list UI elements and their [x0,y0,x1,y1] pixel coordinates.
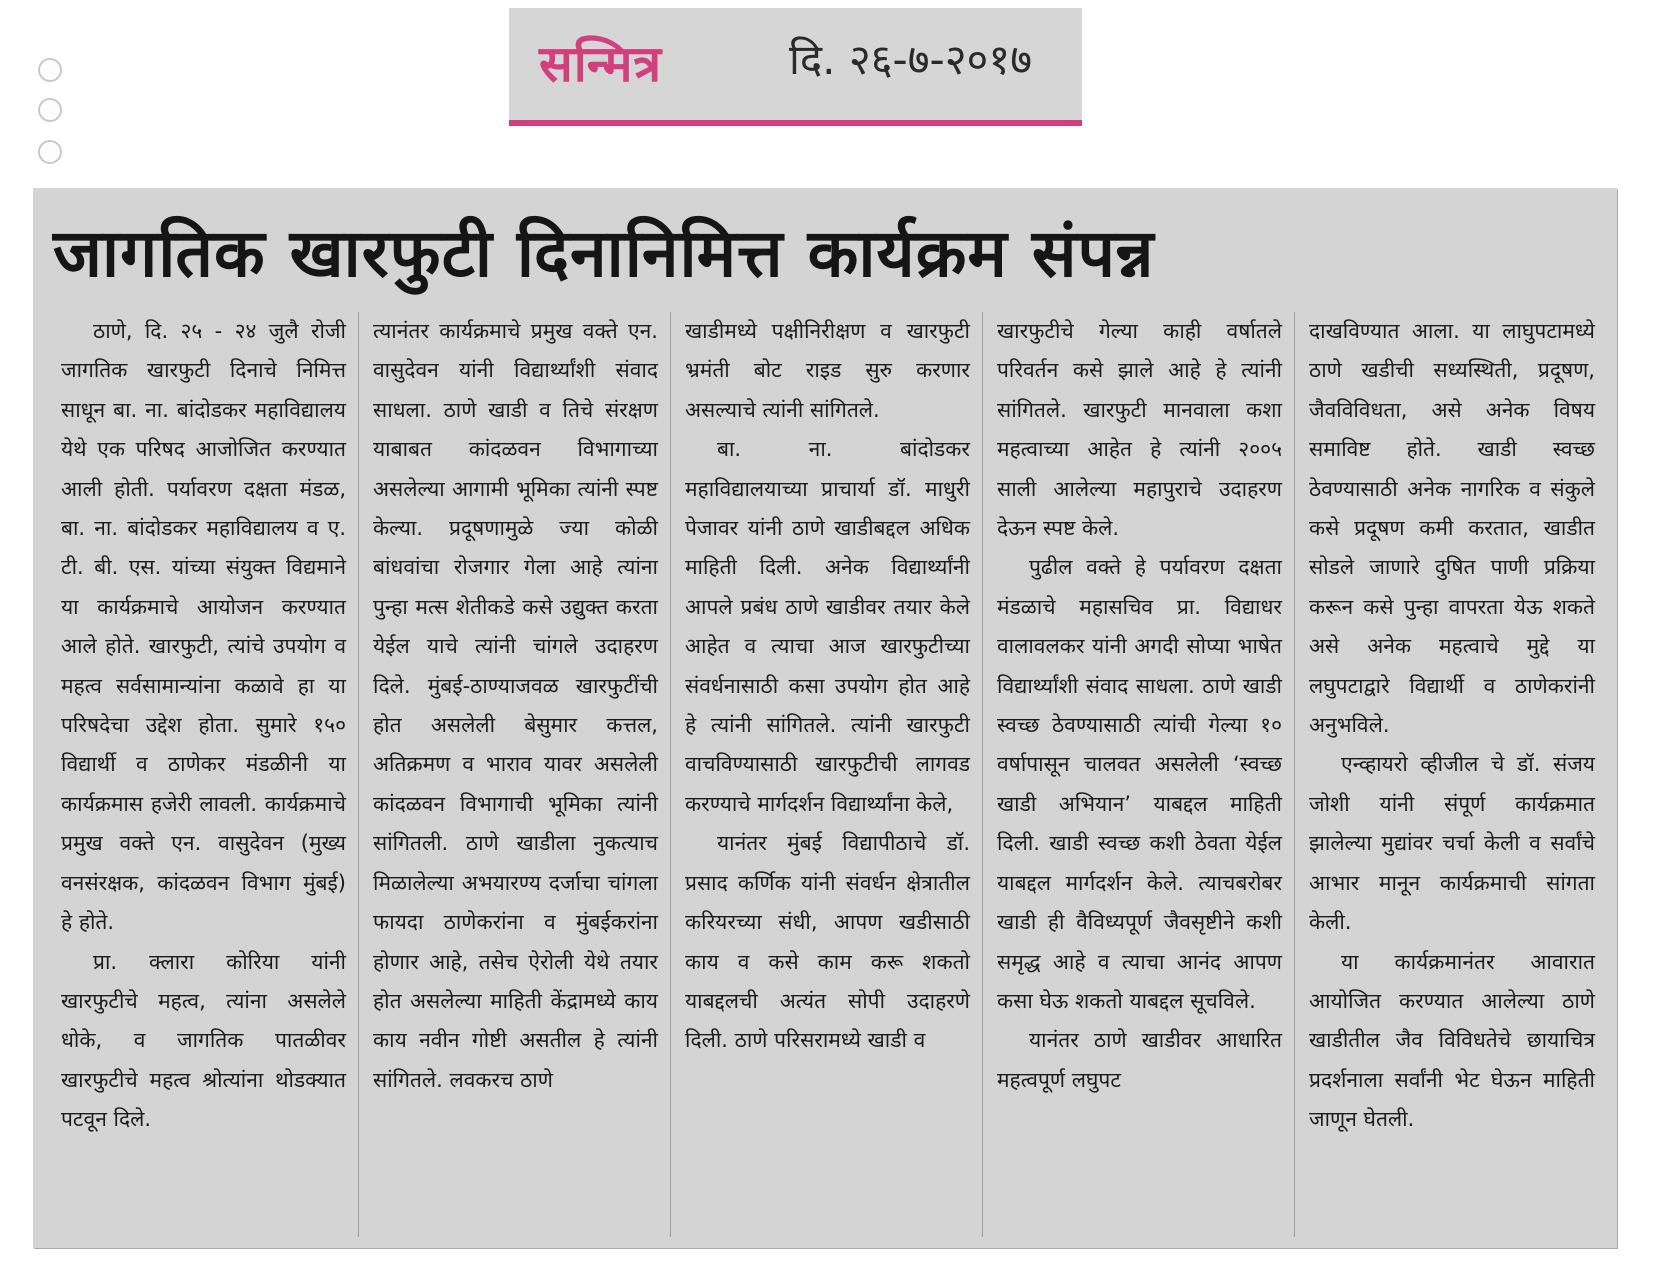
news-clipping [33,188,1617,1248]
article-headline: जागतिक खारफुटी दिनानिमित्त कार्यक्रम संपन्न [53,215,1155,292]
article-paragraph: एन्व्हायरो व्हीजील चे डॉ. संजय जोशी यांनी संपूर्ण कार्यक्रमात झालेल्या मुद्यांवर चर्चा केली व सर्वांचे आभार मानून कार्यक्रमाची सांगता केली. [1309,752,1595,935]
article-paragraph: ठाणे, दि. २५ - २४ जुलै रोजी जागतिक खारफुटी दिनाचे निमित्त साधून बा. ना. बांदोडकर महाविद्यालय येथे एक परिषद आजोजित करण्यात आली होती. पर्यावरण दक्षता मंडळ, बा. ना. बांदोडकर महाविद्यालय व ए. टी. बी. एस. यांच्या संयुक्त विद्यमाने या कार्यक्रमाचे आयोजन करण्यात आले होते. खारफुटी, त्यांचे उपयोग व महत्व सर्वसामान्यांना कळावे हा या परिषदेचा उद्देश होता. सुमारे १५० विद्यार्थी व ठाणेकर मंडळीनी या कार्यक्रमास हजेरी लावली. कार्यक्रमाचे प्रमुख वक्ते एन. वासुदेवन (मुख्य वनसंरक्षक, कांदळवन विभाग मुंबई) हे होते. [61,319,346,935]
punch-hole-top [38,58,62,82]
clipping-date: दि. २६-७-२०१७ [789,35,1033,84]
article-columns [47,312,1607,1237]
article-column-4 [983,312,1295,1237]
article-column-2 [359,312,671,1237]
newspaper-name: सन्मित्र [539,35,663,93]
article-paragraph: पुढील वक्ते हे पर्यावरण दक्षता मंडळाचे महासचिव प्रा. विद्याधर वालावलकर यांनी अगदी सोप्या भाषेत विद्यार्थ्यांशी संवाद साधला. ठाणे खाडी स्वच्छ ठेवण्यासाठी त्यांची गेल्या १० वर्षापासून चालवत असलेली ‘स्वच्छ खाडी अभियान’ याबद्दल माहिती दिली. खाडी स्वच्छ कशी ठेवता येईल याबद्दल मार्गदर्शन केले. त्याचबरोबर खाडी ही वैविध्यपूर्ण जैवसृष्टीने कशी समृद्ध आहे व त्याचा आनंद आपण कसा घेऊ शकतो याबद्दल सूचविले. [997,555,1282,1013]
article-paragraph: यानंतर ठाणे खाडीवर आधारित महत्वपूर्ण लघुपट [997,1028,1282,1092]
article-paragraph: या कार्यक्रमानंतर आवारात आयोजित करण्यात आलेल्या ठाणे खाडीतील जैव विविधतेचे छायाचित्र प्रदर्शनाला सर्वांनी भेट घेऊन माहिती जाणून घेतली. [1309,949,1595,1132]
article-paragraph: प्रा. क्लारा कोरिया यांनी खारफुटीचे महत्व, त्यांना असलेले धोके, व जागतिक पातळीवर खारफुटीचे महत्व श्रोत्यांना थोडक्यात पटवून दिले. [61,949,346,1132]
article-column-3 [671,312,983,1237]
newspaper-masthead [509,8,1082,126]
punch-hole-bottom [38,140,62,164]
article-column-5 [1295,312,1607,1237]
article-paragraph: बा. ना. बांदोडकर महाविद्यालयाच्या प्राचार्या डॉ. माधुरी पेजावर यांनी ठाणे खाडीबद्दल अधिक माहिती दिली. अनेक विद्यार्थ्यांनी आपले प्रबंध ठाणे खाडीवर तयार केले आहेत व त्याचा आज खारफुटीच्या संवर्धनासाठी कसा उपयोग होत आहे हे त्यांनी सांगितले. त्यांनी खारफुटी वाचविण्यासाठी खारफुटीची लागवड करण्याचे मार्गदर्शन विद्यार्थ्यांना केले, [685,437,970,816]
article-column-1 [47,312,359,1237]
article-paragraph: दाखविण्यात आला. या लाघुपटामध्ये ठाणे खडीची सध्यस्थिती, प्रदूषण, जैवविविधता, असे अनेक विषय समाविष्ट होते. खाडी स्वच्छ ठेवण्यासाठी अनेक नागरिक व संकुले कसे प्रदूषण कमी करतात, खाडीत सोडले जाणारे दुषित पाणी प्रक्रिया करून कसे पुन्हा वापरता येऊ शकते असे अनेक महत्वाचे मुद्दे या लघुपटाद्वारे विद्यार्थी व ठाणेकरांनी अनुभविले. [1309,319,1595,738]
article-paragraph: खाडीमध्ये पक्षीनिरीक्षण व खारफुटी भ्रमंती बोट राइड सुरु करणार असल्याचे त्यांनी सांगितले. [685,319,970,422]
article-paragraph: त्यानंतर कार्यक्रमाचे प्रमुख वक्ते एन. वासुदेवन यांनी विद्यार्थ्यांशी संवाद साधला. ठाणे खाडी व तिचे संरक्षण याबाबत कांदळवन विभागाच्या असलेल्या आगामी भूमिका त्यांनी स्पष्ट केल्या. प्रदूषणामुळे ज्या कोळी बांधवांचा रोजगार गेला आहे त्यांना पुन्हा मत्स शेतीकडे कसे उद्युक्त करता येईल याचे त्यांनी चांगले उदाहरण दिले. मुंबई-ठाण्याजवळ खारफुटींची होत असलेली बेसुमार कत्तल, अतिक्रमण व भाराव यावर असलेली कांदळवन विभागाची भूमिका त्यांनी सांगितली. ठाणे खाडीला नुकत्याच मिळालेल्या अभयारण्य दर्जाचा चांगला फायदा ठाणेकरांना व मुंबईकरांना होणार आहे, तसेच ऐरोली येथे तयार होत असलेल्या माहिती केंद्रामध्ये काय काय नवीन गोष्टी असतील हे त्यांनी सांगितले. लवकरच ठाणे [373,319,658,1092]
punch-hole-middle [38,98,62,122]
article-paragraph: यानंतर मुंबई विद्यापीठाचे डॉ. प्रसाद कर्णिक यांनी संवर्धन क्षेत्रातील करियरच्या संधी, आपण खडीसाठी काय व कसे काम करू शकतो याबद्दलची अत्यंत सोपी उदाहरणे दिली. ठाणे परिसरामध्ये खाडी व [685,831,970,1053]
article-paragraph: खारफुटीचे गेल्या काही वर्षातले परिवर्तन कसे झाले आहे हे त्यांनी सांगितले. खारफुटी मानवाला कशा महत्वाच्या आहेत हे त्यांनी २००५ साली आलेल्या महापुराचे उदाहरण देऊन स्पष्ट केले. [997,319,1282,541]
